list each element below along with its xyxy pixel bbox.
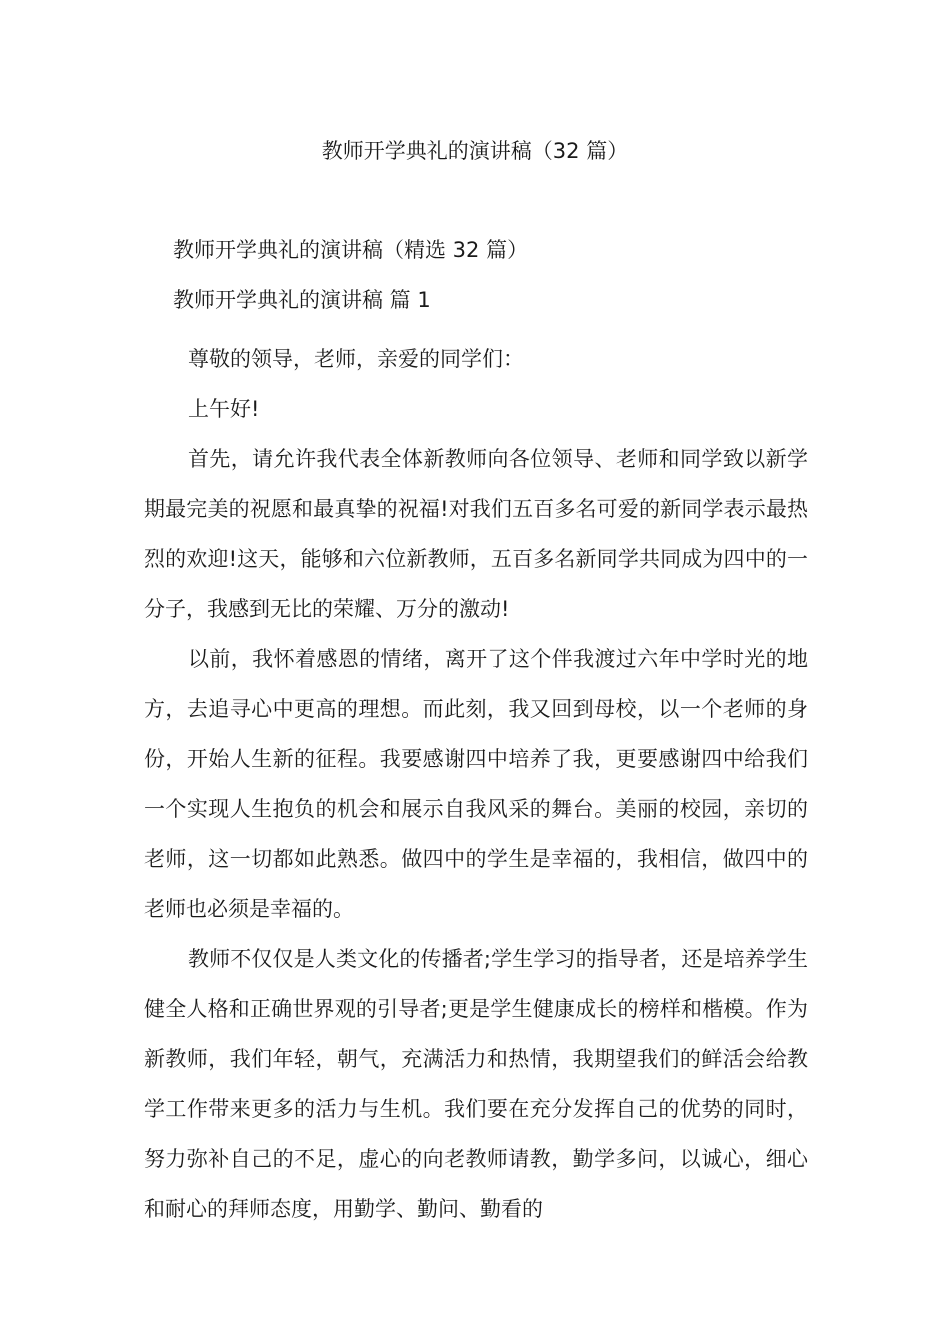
paragraph-salutation: 上午好!: [188, 397, 260, 421]
paragraph-welcome: 首先，请允许我代表全体新教师向各位领导、老师和同学致以新学期最完美的祝愿和最真挚的祝福!对我们五百多名可爱的新同学表示最热烈的欢迎!这天，能够和六位新教师，五百多名新同学共同成为四中的一分子，我感到无比的荣耀、万分的激动!: [144, 447, 808, 621]
paragraph-memories: 以前，我怀着感恩的情绪，离开了这个伴我渡过六年中学时光的地方，去追寻心中更高的理想。而此刻，我又回到母校，以一个老师的身份，开始人生新的征程。我要感谢四中培养了我，更要感谢四中给我们一个实现人生抱负的机会和展示自我风采的舞台。美丽的校园，亲切的老师，这一切都如此熟悉。做四中的学生是幸福的，我相信，做四中的老师也必须是幸福的。: [144, 647, 808, 921]
document-title: 教师开学典礼的演讲稿（32 篇）: [321, 139, 629, 163]
paragraph-teacher-role: 教师不仅仅是人类文化的传播者;学生学习的指导者，还是培养学生健全人格和正确世界观的引导者;更是学生健康成长的榜样和楷模。作为新教师，我们年轻，朝气，充满活力和热情，我期望我们的鲜活会给教学工作带来更多的活力与生机。我们要在充分发挥自己的优势的同时，努力弥补自己的不足，虚心的向老教师请教，勤学多问，以诚心，细心和耐心的拜师态度，用勤学、勤问、勤看的: [144, 947, 808, 1221]
section-heading: 教师开学典礼的演讲稿 篇 1: [173, 288, 431, 312]
paragraph-greeting: 尊敬的领导，老师，亲爱的同学们：: [188, 347, 524, 371]
document-subtitle: 教师开学典礼的演讲稿（精选 32 篇）: [173, 238, 529, 262]
document-body: [144, 334, 808, 1234]
